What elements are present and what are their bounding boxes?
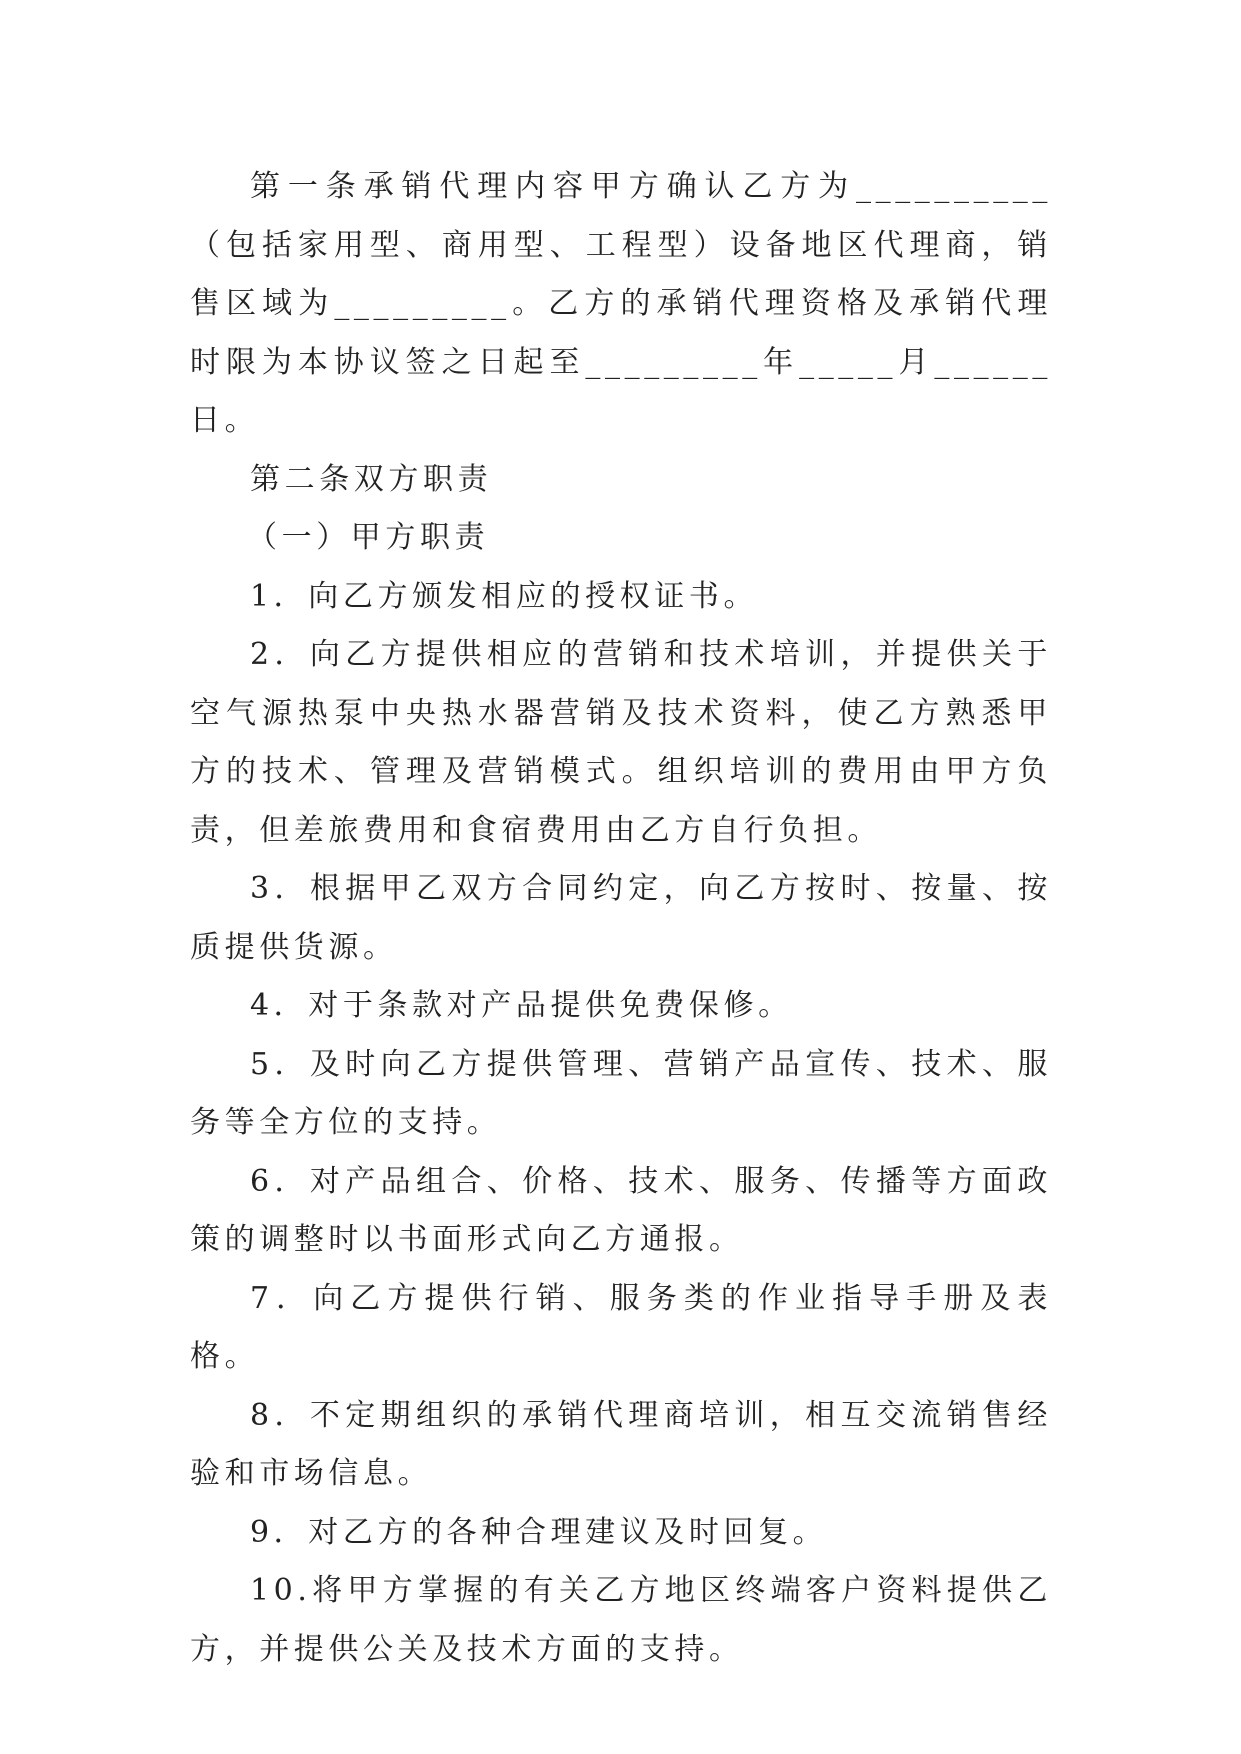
list-item: 5．及时向乙方提供管理、营销产品宣传、技术、服务等全方位的支持。 — [190, 1046, 1052, 1140]
list-item: 3．根据甲乙双方合同约定，向乙方按时、按量、按质提供货源。 — [190, 871, 1052, 965]
article-1-paragraph: 第一条承销代理内容甲方确认乙方为__________（包括家用型、商用型、工程型）设备地区代理商，销售区域为_________。乙方的承销代理资格及承销代理时限为本协议签之日起至_________年_____月______日。 — [190, 169, 1052, 438]
list-item: 6．对产品组合、价格、技术、服务、传播等方面政策的调整时以书面形式向乙方通报。 — [190, 1163, 1052, 1257]
section-party-a-heading: （一）甲方职责 — [247, 520, 490, 555]
document-body — [190, 158, 1052, 1679]
list-item: 9．对乙方的各种合理建议及时回复。 — [250, 1514, 828, 1550]
list-item: 2．向乙方提供相应的营销和技术培训，并提供关于空气源热泵中央热水器营销及技术资料，使乙方熟悉甲方的技术、管理及营销模式。组织培训的费用由甲方负责，但差旅费用和食宿费用由乙方自行负担。 — [190, 637, 1052, 848]
list-item: 1．向乙方颁发相应的授权证书。 — [250, 578, 759, 614]
list-item: 10.将甲方掌握的有关乙方地区终端客户资料提供乙方，并提供公关及技术方面的支持。 — [190, 1573, 1052, 1667]
article-2-heading: 第二条双方职责 — [250, 461, 493, 497]
list-item: 8．不定期组织的承销代理商培训，相互交流销售经验和市场信息。 — [190, 1397, 1052, 1491]
list-item: 7．向乙方提供行销、服务类的作业指导手册及表格。 — [190, 1280, 1052, 1374]
list-item: 4．对于条款对产品提供免费保修。 — [250, 988, 793, 1023]
